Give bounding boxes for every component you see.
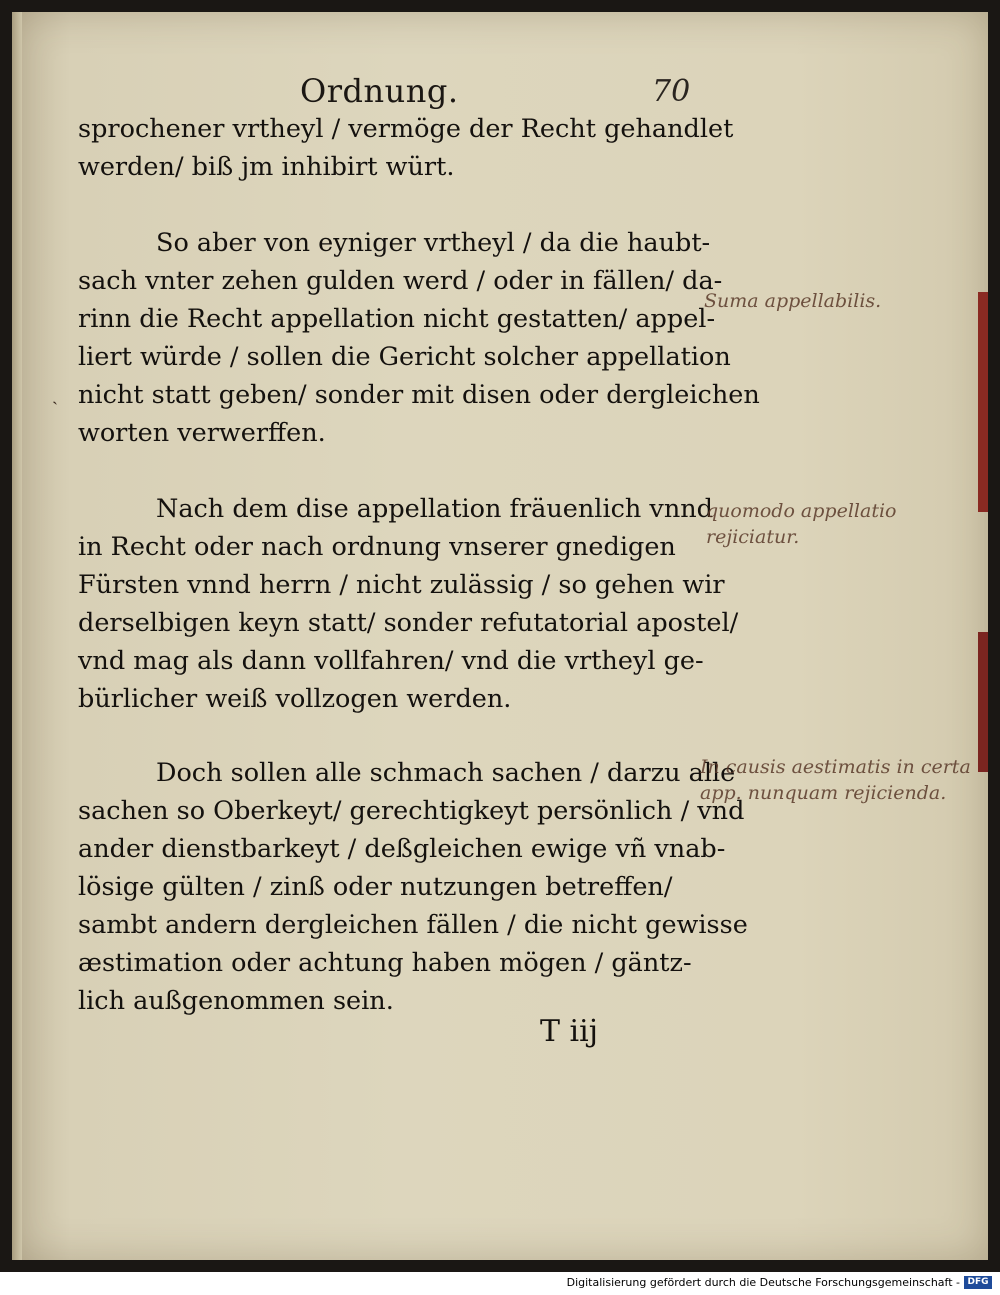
text-line: lösige gülten / zinß oder nutzungen betreffen/ xyxy=(78,872,673,902)
paragraph-4 xyxy=(78,754,748,1020)
text-line: sprochener vrtheyl / vermöge der Recht gehandlet xyxy=(78,114,734,144)
paragraph-2 xyxy=(78,224,760,452)
page-edge-mark xyxy=(978,292,988,512)
paragraph-1 xyxy=(78,110,734,186)
text-line: derselbigen keyn statt/ sonder refutatorial apostel/ xyxy=(78,608,739,638)
text-line: liert würde / sollen die Gericht solcher appellation xyxy=(78,342,731,372)
text-line: Doch sollen alle schmach sachen / darzu alle xyxy=(156,758,736,788)
marginal-annotation: In causis aestimatis in certa app. nunquam rejicienda. xyxy=(700,756,971,804)
footer-credit: Digitalisierung gefördert durch die Deutsche Forschungsgemeinschaft - xyxy=(566,1276,960,1289)
page-number: 70 xyxy=(652,74,691,109)
text-line: sach vnter zehen gulden werd / oder in fällen/ da- xyxy=(78,266,723,296)
text-line: sambt andern dergleichen fällen / die nicht gewisse xyxy=(78,910,748,940)
text-line: So aber von eyniger vrtheyl / da die haubt- xyxy=(156,228,711,258)
marginal-annotation: Suma appellabilis. xyxy=(704,290,882,312)
text-line: vnd mag als dann vollfahren/ vnd die vrtheyl ge- xyxy=(78,646,704,676)
paragraph-3 xyxy=(78,490,739,718)
page-edge-mark xyxy=(978,632,988,772)
margin-tick-icon: ˴ xyxy=(52,390,58,411)
text-line: Nach dem dise appellation fräuenlich vnnd xyxy=(156,494,713,524)
text-line: ander dienstbarkeyt / deßgleichen ewige vñ vnab- xyxy=(78,834,726,864)
text-line: æstimation oder achtung haben mögen / gäntz- xyxy=(78,948,692,978)
text-line: sachen so Oberkeyt/ gerechtigkeyt persönlich / vnd xyxy=(78,796,745,826)
text-line: lich außgenommen sein. xyxy=(78,986,394,1016)
marginal-annotation: quomodo appellatio rejiciatur. xyxy=(706,500,897,548)
dfg-logo-icon: DFG xyxy=(964,1276,992,1289)
text-line: nicht statt geben/ sonder mit disen oder dergleichen xyxy=(78,380,760,410)
signature-mark: T iij xyxy=(540,1014,599,1049)
text-line: werden/ biß jm inhibirt würt. xyxy=(78,152,455,182)
text-line: in Recht oder nach ordnung vnserer gnedigen xyxy=(78,532,676,562)
text-line: bürlicher weiß vollzogen werden. xyxy=(78,684,512,714)
footer-bar xyxy=(0,1272,1000,1295)
text-line: Fürsten vnnd herrn / nicht zulässig / so gehen wir xyxy=(78,570,725,600)
text-line: rinn die Recht appellation nicht gestatten/ appel- xyxy=(78,304,716,334)
running-header: Ordnung. xyxy=(300,72,459,110)
text-line: worten verwerffen. xyxy=(78,418,326,448)
